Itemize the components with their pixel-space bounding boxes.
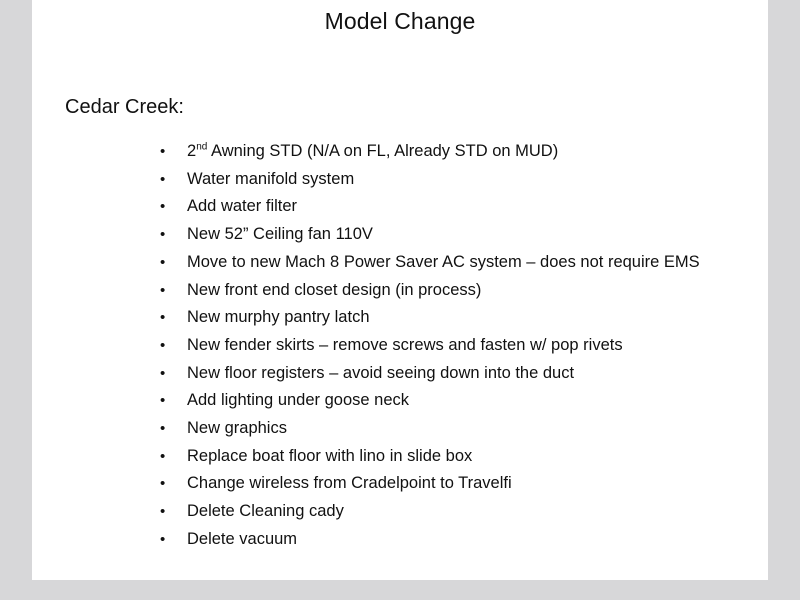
list-item-label [187, 281, 481, 299]
bullet-dot-icon: • [160, 364, 166, 382]
list-item-label [187, 530, 297, 548]
feature-bullet-list [152, 138, 772, 554]
list-item [152, 526, 772, 554]
list-item [152, 221, 772, 249]
slide-title: Model Change [324, 8, 476, 34]
bullet-dot-icon: • [160, 253, 166, 271]
list-item [152, 138, 772, 166]
section-heading: Cedar Creek: [65, 96, 184, 118]
list-item-label [187, 308, 370, 326]
list-item-text: 2 [187, 142, 197, 160]
list-item [152, 470, 772, 498]
list-item [152, 249, 772, 277]
list-item [152, 415, 772, 443]
list-item-text: Water manifold system [187, 169, 355, 188]
list-item [152, 498, 772, 526]
bullet-dot-icon: • [160, 309, 166, 327]
list-item-text: New front end closet design (in process) [187, 280, 482, 299]
list-item [152, 360, 772, 388]
list-item [152, 387, 772, 415]
bullet-dot-icon: • [160, 226, 166, 244]
list-item-label [187, 225, 373, 243]
bullet-dot-icon: • [160, 392, 166, 410]
bullet-dot-icon: • [160, 503, 166, 521]
list-item-text: New fender skirts – remove screws and fasten w/ pop rivets [187, 335, 623, 354]
bullet-dot-icon: • [160, 281, 166, 299]
list-item-text: Move to new Mach 8 Power Saver AC system – does not require EMS [187, 252, 700, 271]
bullet-dot-icon: • [160, 447, 166, 465]
bullet-dot-icon: • [160, 336, 166, 354]
list-item-label [187, 336, 623, 354]
list-item-text: New 52” Ceiling fan 110V [187, 225, 373, 244]
list-item-text: New murphy pantry latch [187, 308, 370, 327]
bullet-dot-icon: • [160, 198, 166, 216]
list-item-label [187, 142, 558, 160]
list-item-text: Change wireless from Cradelpoint to Travelfi [187, 474, 512, 493]
list-item [152, 166, 772, 194]
bullet-dot-icon: • [160, 170, 166, 188]
list-item [152, 277, 772, 305]
list-item-superscript: nd [196, 141, 208, 153]
list-item-label [187, 170, 354, 188]
list-item [152, 193, 772, 221]
list-item-text: Delete Cleaning cady [187, 502, 344, 521]
list-item-label [187, 391, 409, 409]
list-item [152, 443, 772, 471]
list-item-label [187, 474, 512, 492]
bullet-dot-icon: • [160, 143, 166, 160]
list-item-label [187, 197, 297, 215]
list-item-text: Add water filter [187, 197, 298, 216]
list-item-text: New graphics [187, 419, 287, 438]
list-item-text: New floor registers – avoid seeing down into the duct [187, 363, 575, 382]
list-item-label [187, 364, 574, 382]
list-item [152, 332, 772, 360]
list-item-label [187, 253, 700, 271]
list-item-text: Delete vacuum [187, 529, 298, 548]
bullet-dot-icon: • [160, 475, 166, 493]
slide-canvas [32, 0, 768, 580]
list-item-text: Replace boat floor with lino in slide box [187, 446, 473, 465]
list-item-label [187, 447, 472, 465]
list-item-text: Add lighting under goose neck [187, 391, 409, 410]
list-item-label [187, 502, 344, 520]
bullet-dot-icon: • [160, 420, 166, 438]
list-item-label [187, 419, 287, 437]
bullet-dot-icon: • [160, 530, 166, 548]
list-item [152, 304, 772, 332]
list-item-text-tail: Awning STD (N/A on FL, Already STD on MUD) [207, 142, 559, 160]
